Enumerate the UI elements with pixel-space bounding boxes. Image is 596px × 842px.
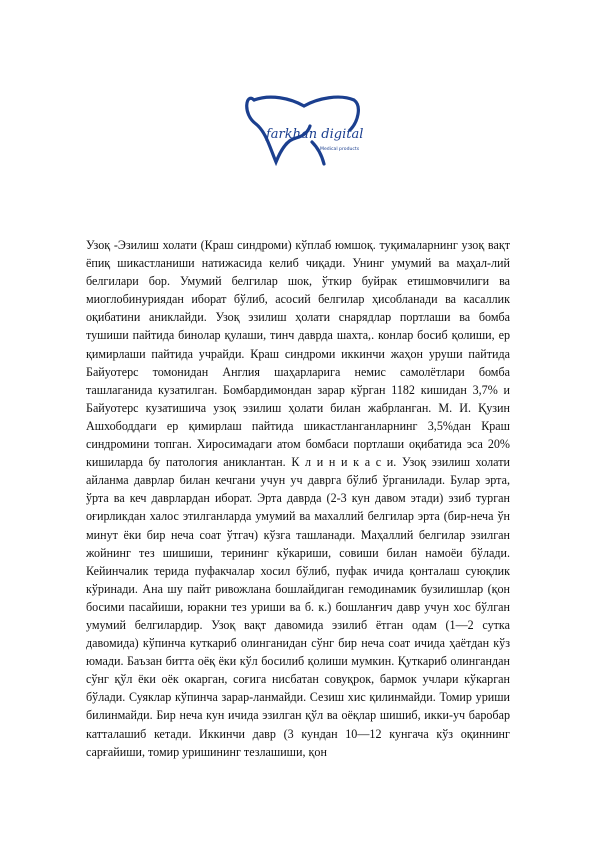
body-paragraph: Узоқ -Эзилиш холати (Краш синдроми) кўплаб юмшоқ. туқималарнинг узоқ вақт ёпиқ шикастланиши натижасида келиб чиқади. Унинг умумий ва маҳал-лий белгилари бор. Умумий белгилар шок, ўткир буйрак етишмовчилиги ва миоглобинуриядан иборат бўлиб, асосий белгилар ҳисобланади ва касаллик оқибатини аниклайди. Узоқ эзилиш ҳолати снарядлар портлаши ва бомба тушиши пайтида бинолар қулаши, тинч даврда шахта,. конлар босиб қолиши, ер қимирлаши пайтида учрайди. Краш синдроми иккинчи жаҳон уруши пайтида Байуотерс томонидан Англия шаҳарларига немис самолётлари бомба ташлаганида кузатилган. Бомбардимондан зарар кўрган 1182 кишидан 3,7% и Байуотерс кузатишича узоқ эзилиш ҳолати билан жабрланган. М. И. Қузин Ашхободдаги ер қимирлаш пайтида шикастланганларнинг 3,5%дан Краш синдромини топган. Хиросимадаги атом бомбаси портлаши оқибатида эса 20% кишиларда бу патология аниклантан. К л и н и к а с и. Узоқ эзилиш холати айланма даврлар билан кечгани учун уч даврга бўлиб ўрганилади. Булар эрта, ўрта ва кеч даврлардан иборат. Эрта даврда (2-3 кун давом этади) эзиб турган оғирликдан халос этилганларда умумий ва махаллий белгилар эрта (бир-неча ўн минут ёки бир неча соат ўтгач) кўзга ташланади. Маҳаллий белгилар эзилган жойнинг тез шишиши, терининг кўкариши, совиши билан намоёи бўлади. Кейинчалик терида пуфакчалар хосил бўлиб, пуфак ичида қонталаш суюқлик кўринади. Ана шу пайт ривожлана бошлайдиган гемодинамик бузилишлар (қон босими пасайиши, юракни тез уриши ва б. к.) бошланғич давр учун хос бўлган умумий белгилардир. Узоқ вақт давомида эзилиб ётган одам (1—2 сутка давомида) кўпинча куткариб олинганидан сўнг бир неча соат ичида ҳаётдан кўз юмади. Баъзан битта оёқ ёки кўл босилиб қолиши мумкин. Қуткариб олингандан сўнг қўл ёки оёк окарган, соғига нисбатан совуқрок, бармок учлари кўкарган бўлади. Суяклар кўпинча зарар-ланмайди. Сезиш хис қилинмайди. Томир уриши билинмайди. Бир неча кун ичида эзилган қўл ва оёқлар шишиб, икки-уч баробар катталашиб кетади. Иккинчи давр (3 кундан 10—12 кунгача кўз оқиннинг сарғайиши, томир уришининг тезлашиши, қон	[86, 238, 510, 759]
logo-brand: farkhan digital	[266, 127, 364, 142]
tooth-icon	[240, 86, 368, 166]
logo-tagline: Medical products	[320, 147, 360, 152]
company-logo	[240, 86, 368, 166]
